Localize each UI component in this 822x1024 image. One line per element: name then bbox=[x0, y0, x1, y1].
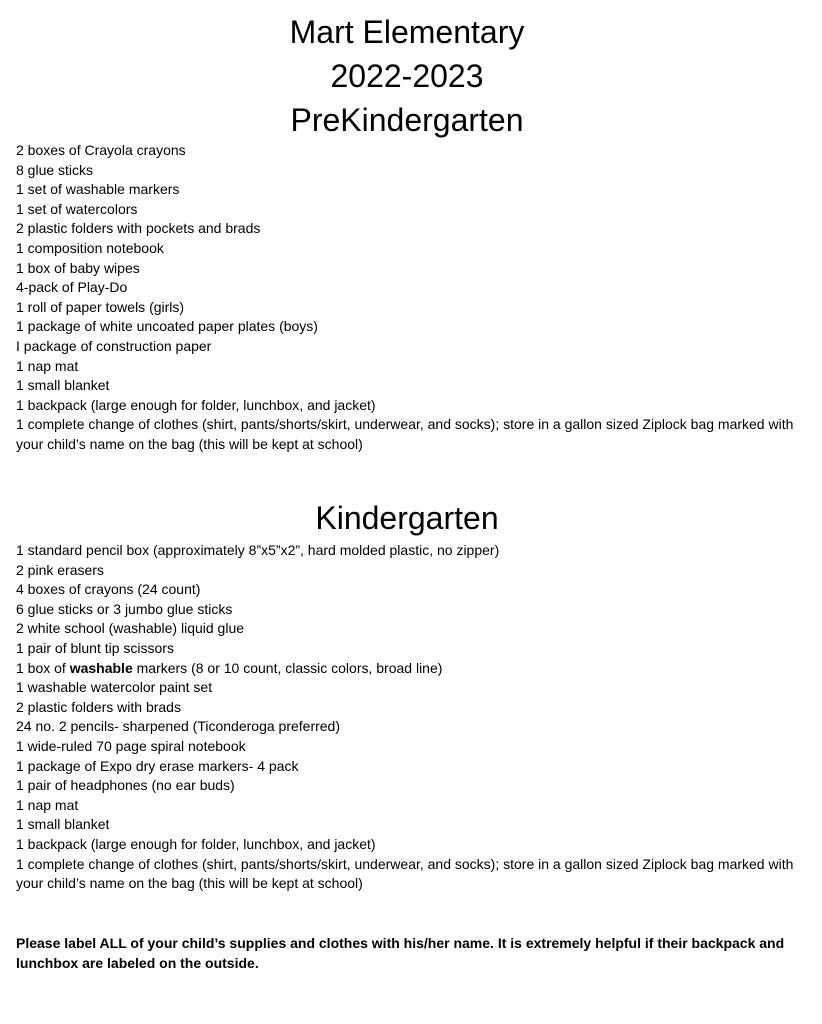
prek-supply-list bbox=[16, 141, 806, 455]
labeling-note: Please label ALL of your child’s supplies and clothes with his/her name. It is extremely helpful if their backpack and lunchbox are labeled on the outside. bbox=[16, 935, 785, 971]
list-item: 2 plastic folders with brads bbox=[16, 698, 181, 715]
list-item: 1 wide-ruled 70 page spiral notebook bbox=[16, 737, 246, 754]
list-item: 4 boxes of crayons (24 count) bbox=[16, 581, 201, 598]
list-item: 1 pair of headphones (no ear buds) bbox=[16, 777, 235, 794]
list-item: 1 composition notebook bbox=[16, 239, 164, 256]
list-item: 1 washable watercolor paint set bbox=[16, 679, 213, 696]
list-item: 2 boxes of Crayola crayons bbox=[16, 142, 186, 158]
list-item: 1 complete change of clothes (shirt, pants/shorts/skirt, underwear, and socks); store in a gallon sized Ziplock bag marked with your child’s name on the bag (this will be kept at school) bbox=[16, 416, 794, 452]
markers-emphasis: washable bbox=[69, 659, 133, 676]
kindergarten-header bbox=[0, 496, 814, 540]
kindergarten-supply-list bbox=[16, 541, 806, 894]
list-item: 2 plastic folders with pockets and brads bbox=[16, 220, 261, 237]
list-item: 6 glue sticks or 3 jumbo glue sticks bbox=[16, 600, 233, 617]
document-header bbox=[0, 10, 814, 142]
list-item: 24 no. 2 pencils- sharpened (Ticonderoga preferred) bbox=[16, 718, 341, 735]
kindergarten-heading: Kindergarten bbox=[315, 500, 499, 536]
list-item: 1 set of washable markers bbox=[16, 181, 180, 198]
list-item: 8 glue sticks bbox=[16, 161, 94, 178]
list-item: 1 backpack (large enough for folder, lunchbox, and jacket) bbox=[16, 396, 376, 413]
markers-suffix: markers (8 or 10 count, classic colors, broad line) bbox=[132, 659, 443, 676]
list-item: 1 box of baby wipes bbox=[16, 259, 140, 276]
prek-heading: PreKindergarten bbox=[290, 102, 524, 138]
school-name: Mart Elementary bbox=[289, 14, 525, 50]
list-item: 2 white school (washable) liquid glue bbox=[16, 620, 245, 637]
list-item: 1 package of white uncoated paper plates (boys) bbox=[16, 318, 318, 335]
school-year: 2022-2023 bbox=[330, 58, 484, 94]
list-item: 1 nap mat bbox=[16, 357, 79, 374]
list-item: 1 set of watercolors bbox=[16, 200, 138, 217]
list-item: 1 small blanket bbox=[16, 377, 110, 394]
list-item: 4-pack of Play-Do bbox=[16, 279, 128, 296]
list-item: 1 standard pencil box (approximately 8”x5”x2”, hard molded plastic, no zipper) bbox=[16, 542, 500, 558]
list-item: 1 roll of paper towels (girls) bbox=[16, 298, 185, 315]
list-item: 1 nap mat bbox=[16, 796, 79, 813]
list-item: 1 pair of blunt tip scissors bbox=[16, 639, 174, 656]
markers-prefix: 1 box of bbox=[16, 659, 70, 676]
list-item: 2 pink erasers bbox=[16, 561, 104, 578]
list-item: 1 package of Expo dry erase markers- 4 pack bbox=[16, 757, 299, 774]
list-item: I package of construction paper bbox=[16, 337, 212, 354]
list-item bbox=[16, 659, 806, 679]
list-item: 1 complete change of clothes (shirt, pants/shorts/skirt, underwear, and socks); store in a gallon sized Ziplock bag marked with your child’s name on the bag (this will be kept at school) bbox=[16, 855, 794, 892]
list-item: 1 backpack (large enough for folder, lunchbox, and jacket) bbox=[16, 835, 376, 852]
list-item: 1 small blanket bbox=[16, 816, 110, 833]
